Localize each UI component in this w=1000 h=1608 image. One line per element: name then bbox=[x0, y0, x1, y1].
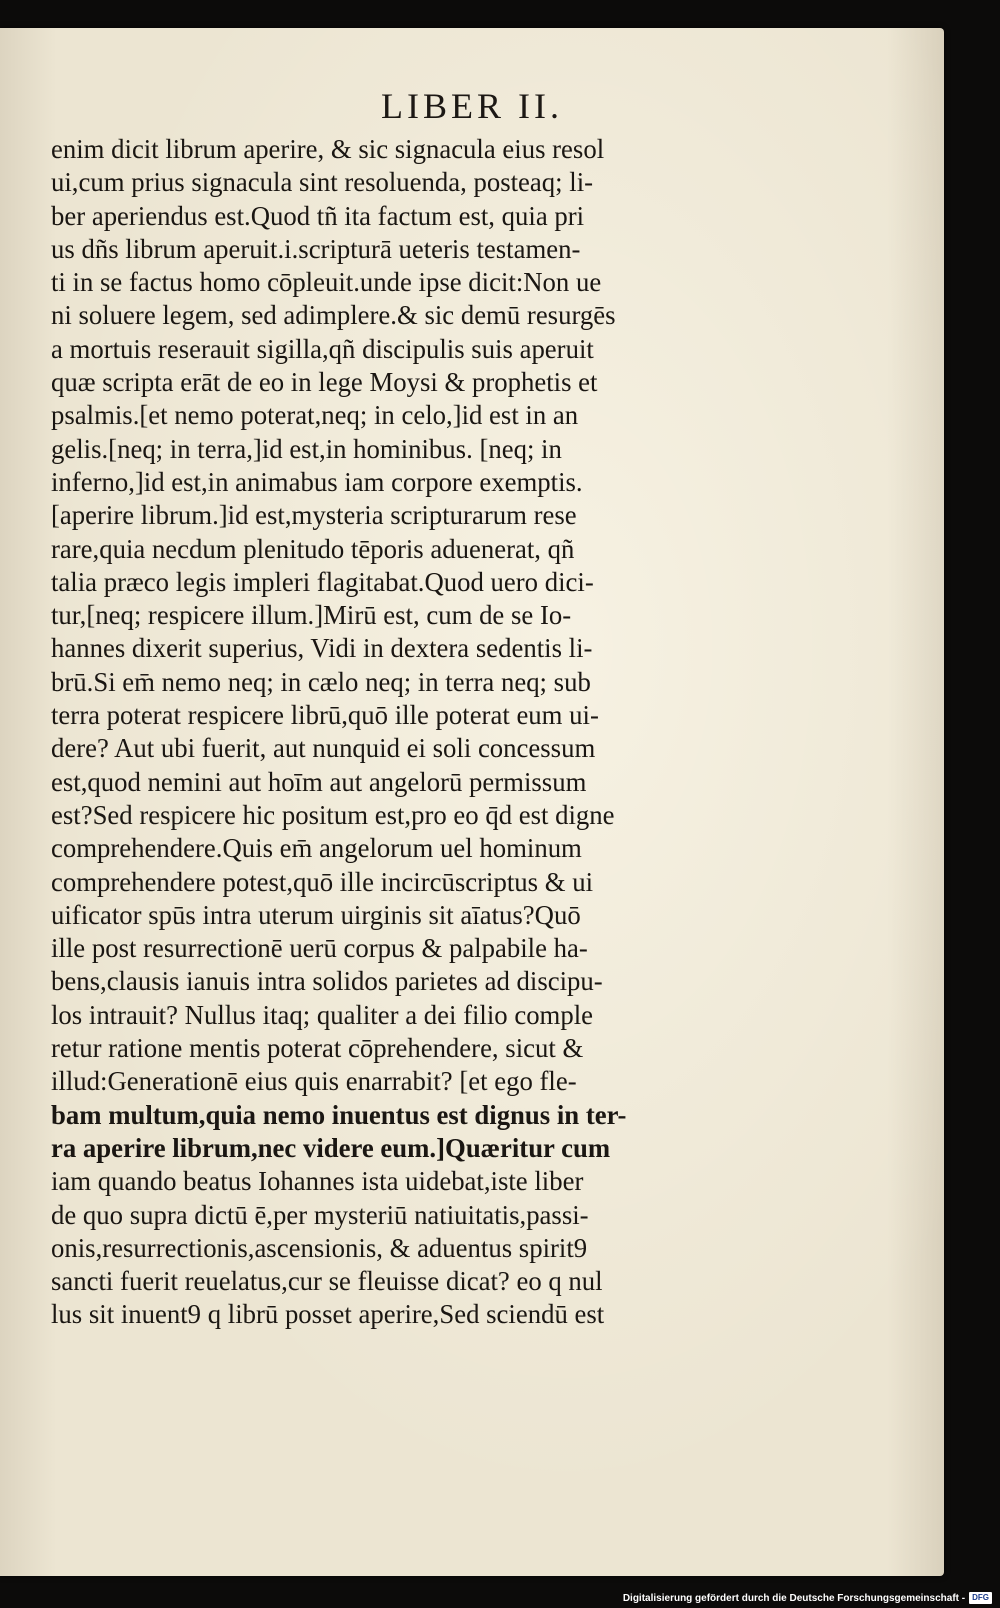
text-line: rare,quia necdum plenitudo tēporis aduenerat, qñ bbox=[51, 532, 575, 564]
text-line: enim dicit librum aperire, & sic signacula eius resol bbox=[51, 133, 605, 164]
text-line: onis,resurrectionis,ascensionis, & aduentus spirit9 bbox=[51, 1231, 588, 1263]
text-line: lus sit inuent9 q librū posset aperire,Sed sciendū est bbox=[51, 1298, 605, 1330]
text-line: us dñs librum aperuit.i.scripturā ueteris testamen- bbox=[51, 232, 581, 264]
text-line: bam multum,quia nemo inuentus est dignus in ter- bbox=[51, 1098, 627, 1130]
text-line: ille post resurrectionē uerū corpus & palpabile ha- bbox=[51, 932, 588, 964]
text-line: retur ratione mentis poterat cōprehendere, sicut & bbox=[51, 1032, 584, 1064]
text-line: brū.Si em̄ nemo neq; in cælo neq; in terra neq; sub bbox=[51, 665, 591, 697]
text-line: est,quod nemini aut hoīm aut angelorū permissum bbox=[51, 765, 587, 797]
book-page bbox=[0, 28, 944, 1576]
dfg-logo-icon: DFG bbox=[969, 1592, 992, 1604]
text-line: ber aperiendus est.Quod tñ ita factum est, quia pri bbox=[51, 199, 585, 231]
text-line: ra aperire librum,nec videre eum.]Quæritur cum bbox=[51, 1131, 611, 1163]
text-line: [aperire librum.]id est,mysteria scripturarum rese bbox=[51, 499, 577, 531]
text-line: dere? Aut ubi fuerit, aut nunquid ei soli concessum bbox=[51, 732, 596, 764]
text-line: los intrauit? Nullus itaq; qualiter a dei filio comple bbox=[51, 998, 594, 1030]
text-line: est?Sed respicere hic positum est,pro eo q̄d est digne bbox=[51, 798, 615, 830]
text-line: ui,cum prius signacula sint resoluenda, posteaq; li- bbox=[51, 166, 594, 198]
text-line: gelis.[neq; in terra,]id est,in hominibus. [neq; in bbox=[51, 432, 562, 464]
text-line: sancti fuerit reuelatus,cur se fleuisse dicat? eo q nul bbox=[51, 1265, 603, 1297]
text-line: illud:Generationē eius quis enarrabit? [et ego fle- bbox=[51, 1065, 577, 1097]
text-line: comprehendere potest,quō ille incircūscriptus & ui bbox=[51, 865, 593, 897]
running-header: LIBER II. bbox=[381, 86, 563, 126]
text-line: iam quando beatus Iohannes ista uidebat,iste liber bbox=[51, 1165, 584, 1197]
text-line: inferno,]id est,in animabus iam corpore exemptis. bbox=[51, 465, 583, 497]
text-line: ni soluere legem, sed adimplere.& sic demū resurgēs bbox=[51, 299, 616, 331]
text-line: psalmis.[et nemo poterat,neq; in celo,]id est in an bbox=[51, 399, 579, 431]
text-line: tur,[neq; respicere illum.]Mirū est, cum de se Io- bbox=[51, 599, 572, 631]
text-line: hannes dixerit superius, Vidi in dextera sedentis li- bbox=[51, 632, 593, 664]
body-text bbox=[51, 132, 771, 1331]
text-line: talia præco legis impleri flagitabat.Quod uero dici- bbox=[51, 565, 594, 597]
text-line: uificator spūs intra uterum uirginis sit aīatus?Quō bbox=[51, 898, 581, 930]
text-line: de quo supra dictū ē,per mysteriū natiuitatis,passi- bbox=[51, 1198, 589, 1230]
text-line: comprehendere.Quis em̄ angelorum uel hominum bbox=[51, 832, 582, 864]
text-line: terra poterat respicere librū,quō ille poterat eum ui- bbox=[51, 699, 599, 731]
digitization-footer bbox=[623, 1592, 992, 1604]
text-line: quæ scripta erāt de eo in lege Moysi & prophetis et bbox=[51, 366, 598, 398]
text-line: a mortuis reserauit sigilla,qñ discipulis suis aperuit bbox=[51, 332, 594, 364]
text-line: ti in se factus homo cōpleuit.unde ipse dicit:Non ue bbox=[51, 266, 602, 298]
funding-credit: Digitalisierung gefördert durch die Deutsche Forschungsgemeinschaft - bbox=[622, 1592, 966, 1604]
text-line: bens,clausis ianuis intra solidos parietes ad discipu- bbox=[51, 965, 603, 997]
